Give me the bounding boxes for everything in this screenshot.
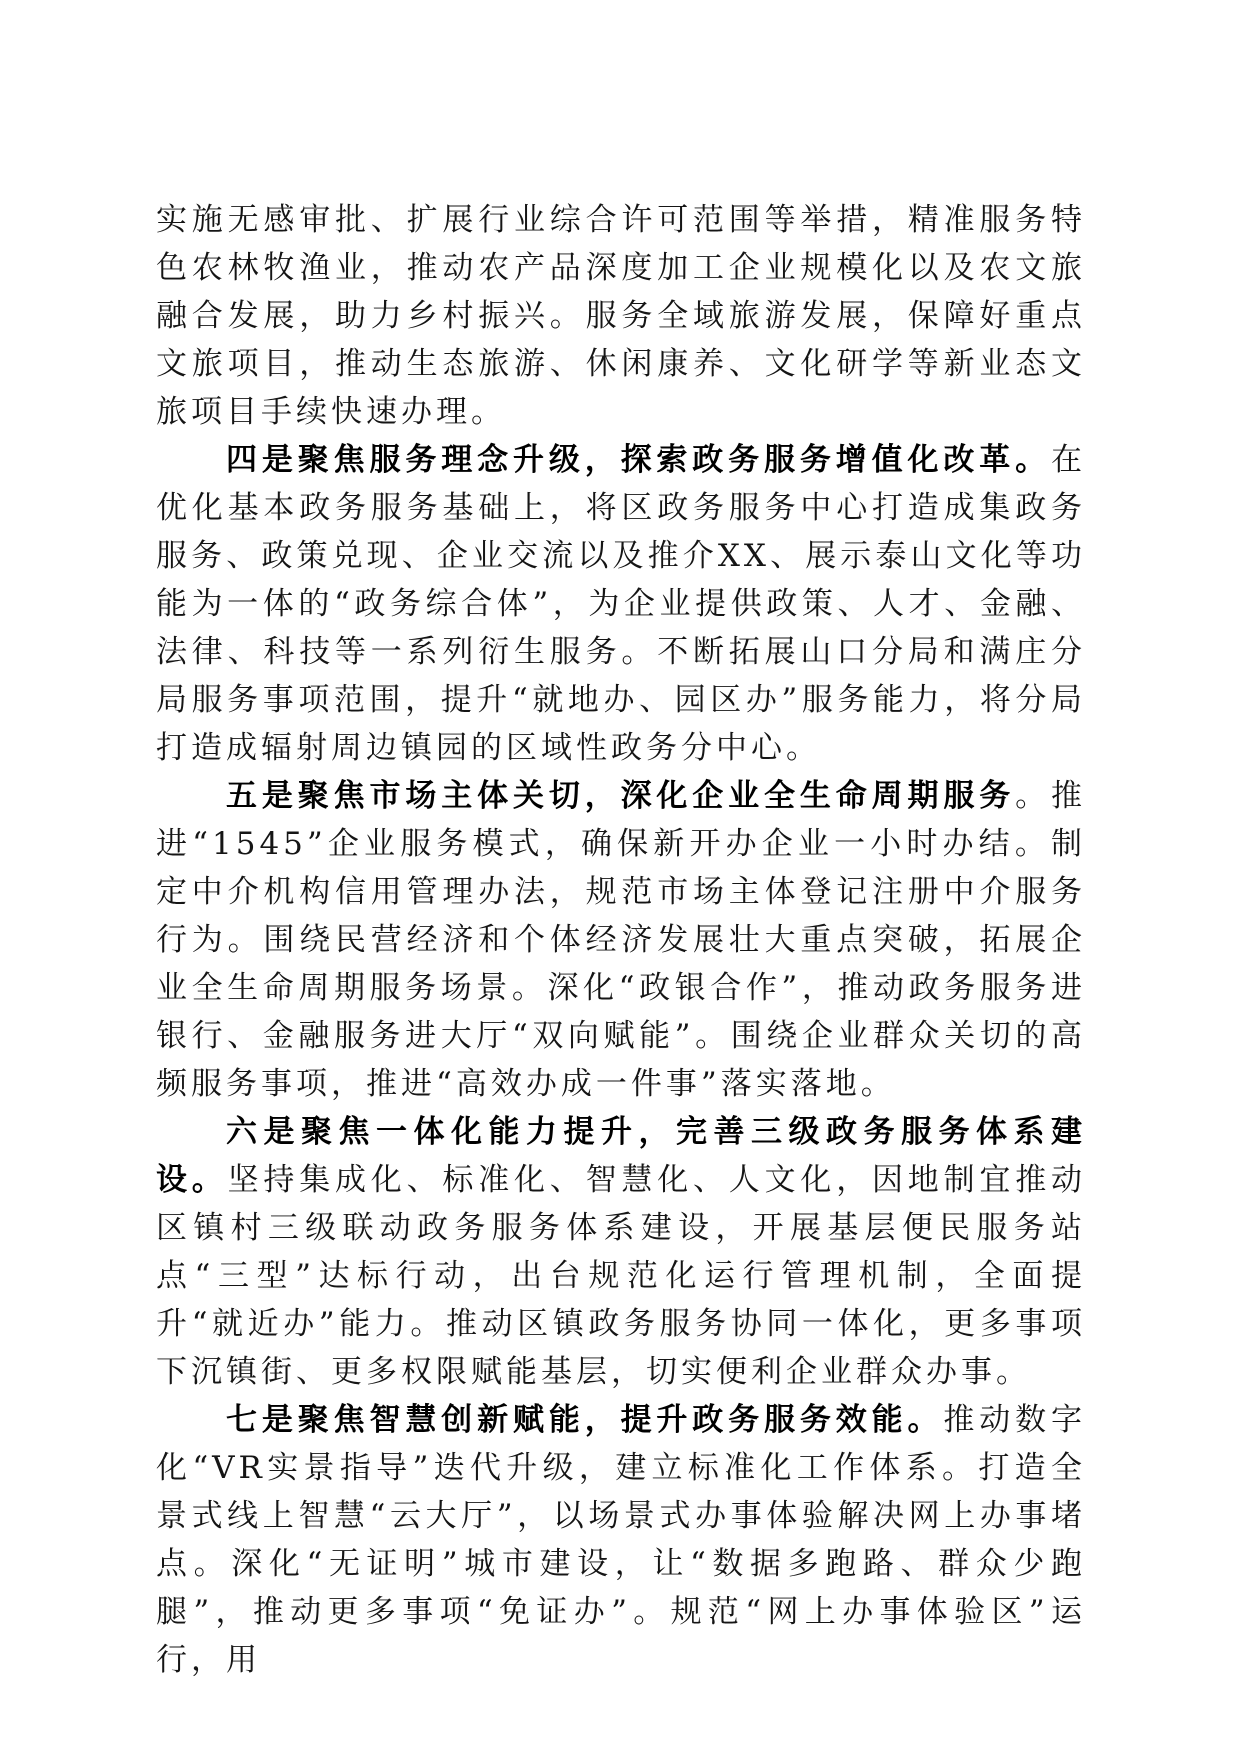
paragraph-text: 。推进“1545”企业服务模式，确保新开办企业一小时办结。制定中介机构信用管理办法，规范市场主体登记注册中介服务行为。围绕民营经济和个体经济发展壮大重点突破，拓展企业全生命周期服务场景。深化“政银合作”，推动政务服务进银行、金融服务进大厅“双向赋能”。围绕企业群众关切的高频服务事项，推进“高效办成一件事”落实落地。 [156, 778, 1087, 1102]
paragraph-heading: 五是聚焦市场主体关切，深化企业全生命周期服务 [226, 778, 1016, 814]
paragraph-text: 实施无感审批、扩展行业综合许可范围等举措，精准服务特色农林牧渔业，推动农产品深度加工企业规模化以及农文旅融合发展，助力乡村振兴。服务全域旅游发展，保障好重点文旅项目，推动生态旅游、休闲康养、文化研学等新业态文旅项目手续快速办理。 [156, 202, 1086, 430]
paragraph-continuation [156, 196, 1086, 436]
paragraph-five [156, 772, 1086, 1108]
document-body [156, 196, 1086, 1684]
paragraph-text: 推动数字化“VR实景指导”迭代升级，建立标准化工作体系。打造全景式线上智慧“云大厅”，以场景式办事体验解决网上办事堵点。深化“无证明”城市建设，让“数据多跑路、群众少跑腿”，推动更多事项“免证办”。规范“网上办事体验区”运行，用 [156, 1402, 1086, 1678]
paragraph-four [156, 436, 1086, 772]
paragraph-heading: 四是聚焦服务理念升级，探索政务服务增值化改革。 [226, 442, 1051, 478]
paragraph-heading: 七是聚焦智慧创新赋能，提升政务服务效能。 [226, 1402, 944, 1438]
paragraph-heading: 六是聚焦一体化能力提升，完善三级政务服务体系建设。 [156, 1114, 1086, 1198]
paragraph-six [156, 1108, 1086, 1396]
paragraph-seven [156, 1396, 1086, 1684]
paragraph-text: 坚持集成化、标准化、智慧化、人文化，因地制宜推动区镇村三级联动政务服务体系建设，开展基层便民服务站点“三型”达标行动，出台规范化运行管理机制，全面提升“就近办”能力。推动区镇政务服务协同一体化，更多事项下沉镇街、更多权限赋能基层，切实便利企业群众办事。 [156, 1162, 1087, 1390]
paragraph-text: 在优化基本政务服务基础上，将区政务服务中心打造成集政务服务、政策兑现、企业交流以及推介XX、展示泰山文化等功能为一体的“政务综合体”，为企业提供政策、人才、金融、法律、科技等一系列衍生服务。不断拓展山口分局和满庄分局服务事项范围，提升“就地办、园区办”服务能力，将分局打造成辐射周边镇园的区域性政务分中心。 [156, 442, 1086, 766]
